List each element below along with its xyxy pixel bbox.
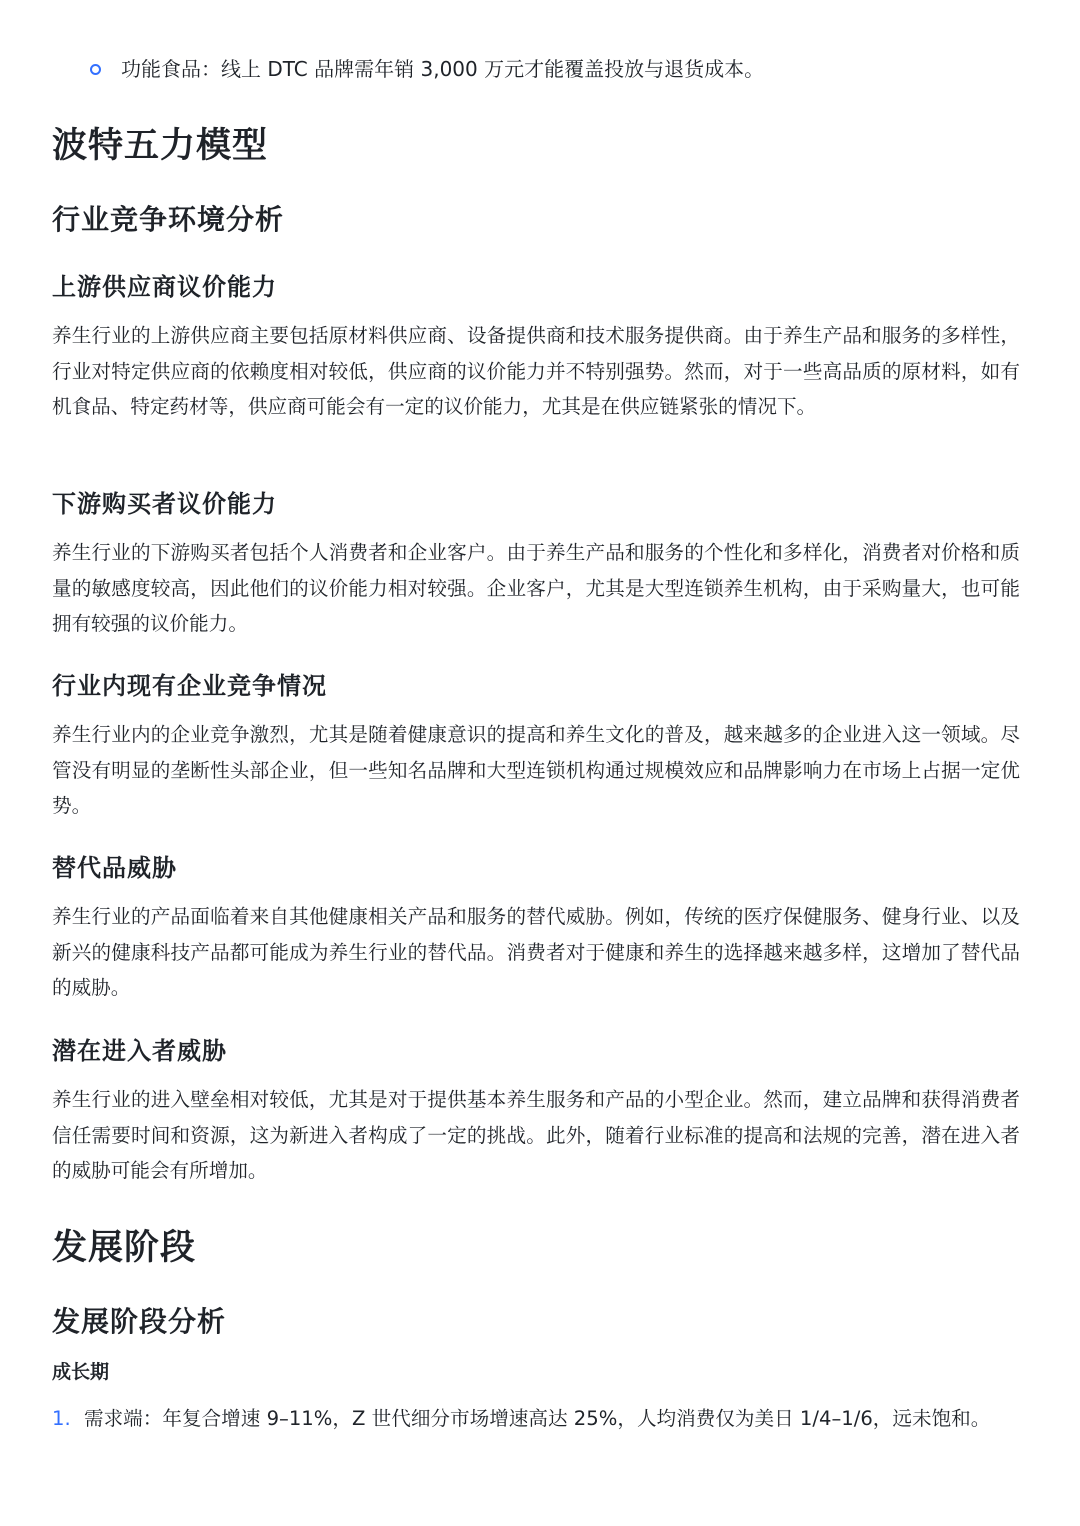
heading-porter-five-forces: 波特五力模型 xyxy=(52,126,269,166)
heading-stage-analysis: 发展阶段分析 xyxy=(52,1305,227,1338)
hollow-bullet-icon xyxy=(90,64,101,75)
bullet-list-item xyxy=(90,52,1026,86)
paragraph-supplier-power: 养生行业的上游供应商主要包括原材料供应商、设备提供商和技术服务提供商。由于养生产品和服务的多样性，行业对特定供应商的依赖度相对较低，供应商的议价能力并不特别强势。然而，对于一些高品质的原材料，如有机食品、特定药材等，供应商可能会有一定的议价能力，尤其是在供应链紧张的情况下。 xyxy=(52,324,1020,418)
heading-substitutes: 替代品威胁 xyxy=(52,854,177,882)
stage-label: 成长期 xyxy=(52,1361,110,1383)
paragraph-buyer-power: 养生行业的下游购买者包括个人消费者和企业客户。由于养生产品和服务的个性化和多样化，消费者对价格和质量的敏感度较高，因此他们的议价能力相对较强。企业客户，尤其是大型连锁养生机构，由于采购量大，也可能拥有较强的议价能力。 xyxy=(52,541,1020,635)
heading-new-entrants: 潜在进入者威胁 xyxy=(52,1037,227,1065)
heading-competition-analysis: 行业竞争环境分析 xyxy=(52,203,285,236)
list-item-text: 需求端：年复合增速 9–11%，Z 世代细分市场增速高达 25%，人均消费仅为美日 1/4–1/6，远未饱和。 xyxy=(84,1407,991,1430)
list-number: 1. xyxy=(52,1407,71,1430)
paragraph-new-entrants: 养生行业的进入壁垒相对较低，尤其是对于提供基本养生服务和产品的小型企业。然而，建立品牌和获得消费者信任需要时间和资源，这为新进入者构成了一定的挑战。此外，随着行业标准的提高和法规的完善，潜在进入者的威胁可能会有所增加。 xyxy=(52,1088,1020,1182)
paragraph-substitutes: 养生行业的产品面临着来自其他健康相关产品和服务的替代威胁。例如，传统的医疗保健服务、健身行业、以及新兴的健康科技产品都可能成为养生行业的替代品。消费者对于健康和养生的选择越来越多样，这增加了替代品的威胁。 xyxy=(52,905,1020,999)
heading-development-stage: 发展阶段 xyxy=(52,1228,197,1268)
heading-rivalry: 行业内现有企业竞争情况 xyxy=(52,672,327,700)
heading-supplier-power: 上游供应商议价能力 xyxy=(52,273,277,301)
heading-buyer-power: 下游购买者议价能力 xyxy=(52,490,277,518)
paragraph-rivalry: 养生行业内的企业竞争激烈，尤其是随着健康意识的提高和养生文化的普及，越来越多的企业进入这一领域。尽管没有明显的垄断性头部企业，但一些知名品牌和大型连锁机构通过规模效应和品牌影响力在市场上占据一定优势。 xyxy=(52,723,1020,817)
bullet-text: 功能食品：线上 DTC 品牌需年销 3,000 万元才能覆盖投放与退货成本。 xyxy=(121,57,765,81)
numbered-list-item xyxy=(52,1401,1026,1437)
